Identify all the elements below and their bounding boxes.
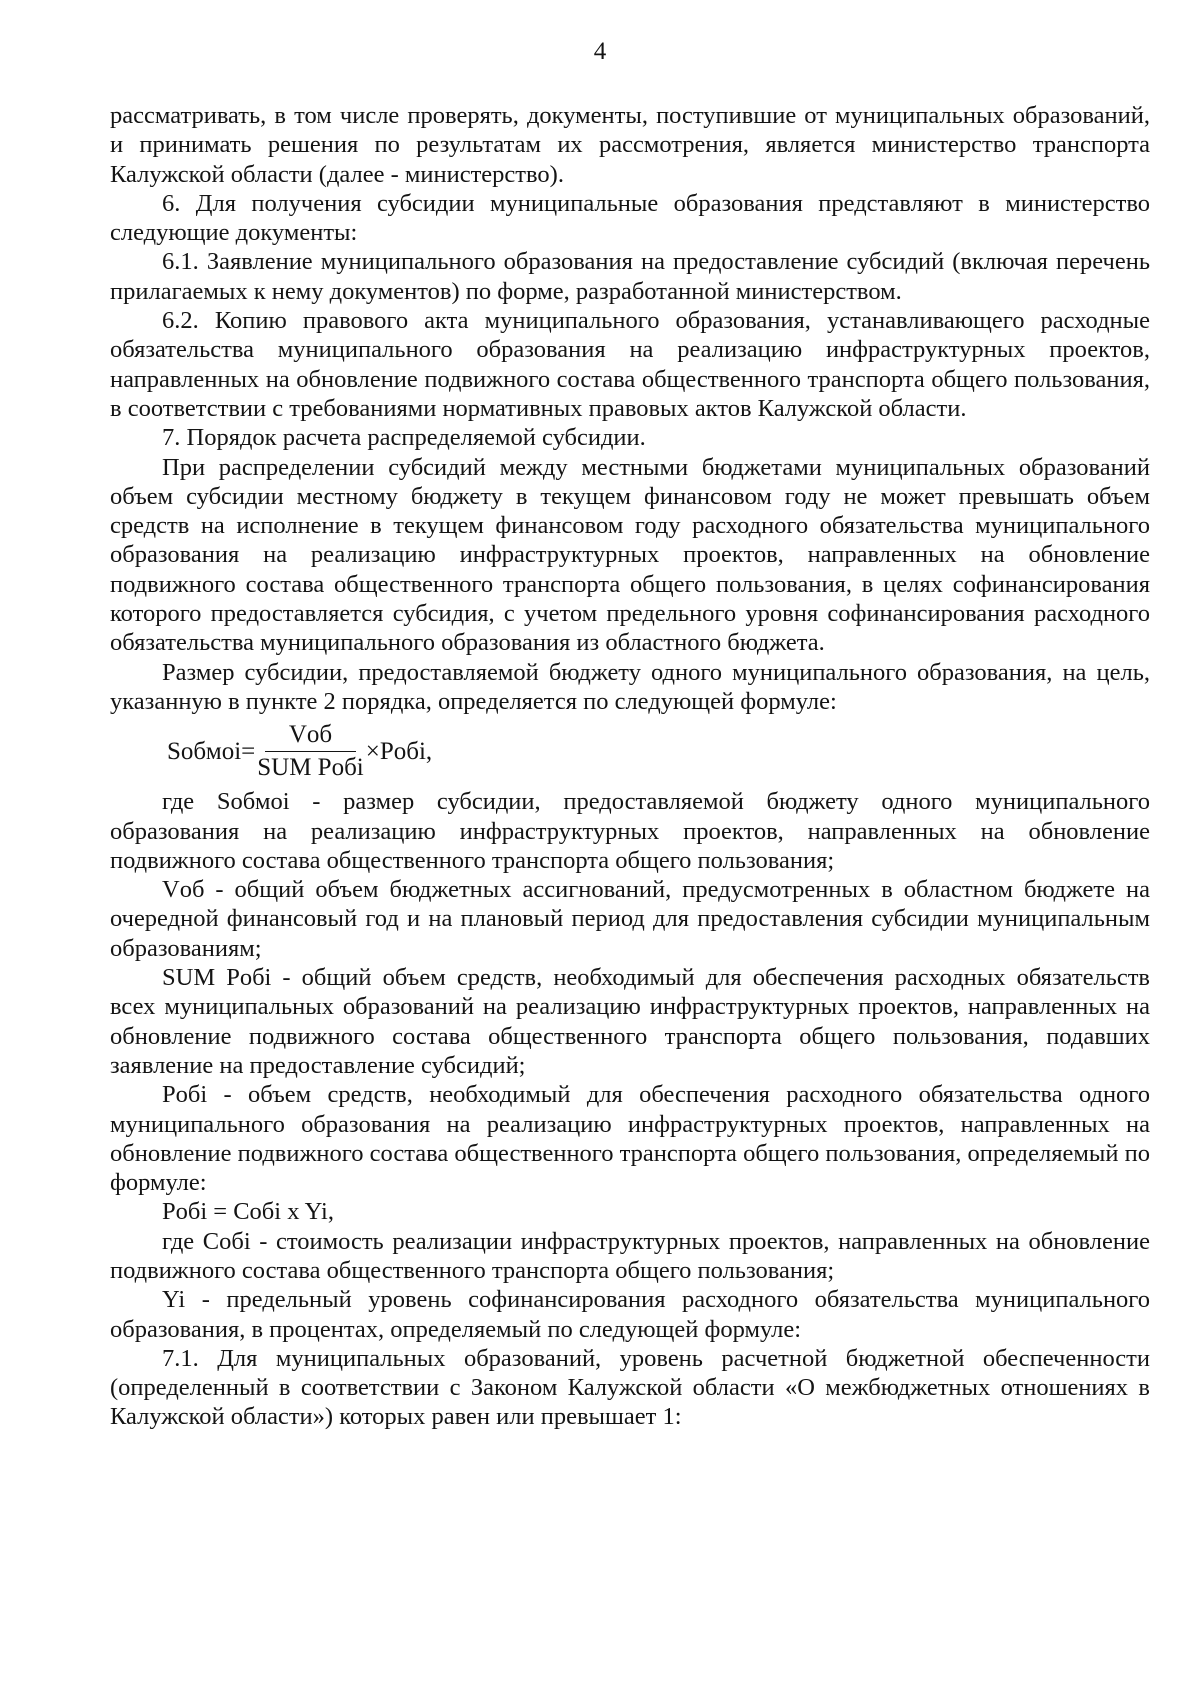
paragraph: Pобi - объем средств, необходимый для обеспечения расходного обязательства одного муниципального образования на реализацию инфраструктурных проектов, направленных на обновление подвижного состава общественного транспорта общего пользования, определяемый по формуле: (110, 1081, 1150, 1197)
paragraph: Размер субсидии, предоставляемой бюджету одного муниципального образования, на цель, указанную в пункте 2 порядка, определяется по следующей формуле: (110, 658, 1150, 715)
paragraph: где Cобi - стоимость реализации инфраструктурных проектов, направленных на обновление подвижного состава общественного транспорта общего пользования; (110, 1227, 1150, 1284)
formula-rhs: ×Pобi, (365, 737, 433, 765)
paragraph: При распределении субсидий между местными бюджетами муниципальных образований объем субсидии местному бюджету в текущем финансовом году не может превышать объем средств на исполнение в текущем финансовом году расходного обязательства муниципального образования на реализацию инфраструктурных проектов, направленных на обновление подвижного состава общественного транспорта общего пользования, в целях софинансирования которого предоставляется субсидия, с учетом предельного уровня софинансирования расходного обязательства муниципального образования из областного бюджета. (110, 453, 1150, 657)
paragraph: где Sобмоi - размер субсидии, предоставляемой бюджету одного муниципального образования на реализацию инфраструктурных проектов, направленных на обновление подвижного состава общественного транспорта общего пользования; (110, 788, 1150, 874)
formula-lhs: Sобмоi= (167, 737, 256, 765)
paragraph: Yi - предельный уровень софинансирования расходного обязательства муниципального образования, в процентах, определяемый по следующей формуле: (110, 1286, 1150, 1343)
formula-fraction (257, 720, 364, 783)
formula-denominator: SUM Pобi (257, 754, 364, 782)
paragraph: 7. Порядок расчета распределяемой субсидии. (162, 424, 646, 452)
paragraph: 6.1. Заявление муниципального образования на предоставление субсидий (включая перечень прилагаемых к нему документов) по форме, разработанной министерством. (110, 248, 1150, 305)
paragraph: Pобi = Cобi x Yi, (162, 1198, 334, 1226)
paragraph: 7.1. Для муниципальных образований, уровень расчетной бюджетной обеспеченности (определенный в соответствии с Законом Калужской области «О межбюджетных отношениях в Калужской области») которых равен или превышает 1: (110, 1344, 1150, 1431)
paragraph: Vоб - общий объем бюджетных ассигнований, предусмотренных в областном бюджете на очередной финансовый год и на плановый период для предоставления субсидии муниципальным образованиям; (110, 876, 1150, 962)
page-number: 4 (593, 38, 607, 65)
document-body (110, 101, 1150, 1432)
paragraph: рассматривать, в том числе проверять, документы, поступившие от муниципальных образований, и принимать решения по результатам их рассмотрения, является министерство транспорта Калужской области (далее - министерство). (110, 102, 1150, 188)
paragraph: 6.2. Копию правового акта муниципального образования, устанавливающего расходные обязательства муниципального образования на реализацию инфраструктурных проектов, направленных на обновление подвижного состава общественного транспорта общего пользования, в соответствии с требованиями нормативных правовых актов Калужской области. (110, 307, 1150, 422)
formula-numerator: Vоб (265, 720, 356, 752)
paragraph: 6. Для получения субсидии муниципальные образования представляют в министерство следующие документы: (110, 189, 1150, 247)
subsidy-formula (167, 720, 1150, 783)
paragraph: SUM Pобi - общий объем средств, необходимый для обеспечения расходных обязательств всех муниципальных образований на реализацию инфраструктурных проектов, направленных на обновление подвижного состава общественного транспорта общего пользования, подавших заявление на предоставление субсидий; (110, 964, 1150, 1079)
